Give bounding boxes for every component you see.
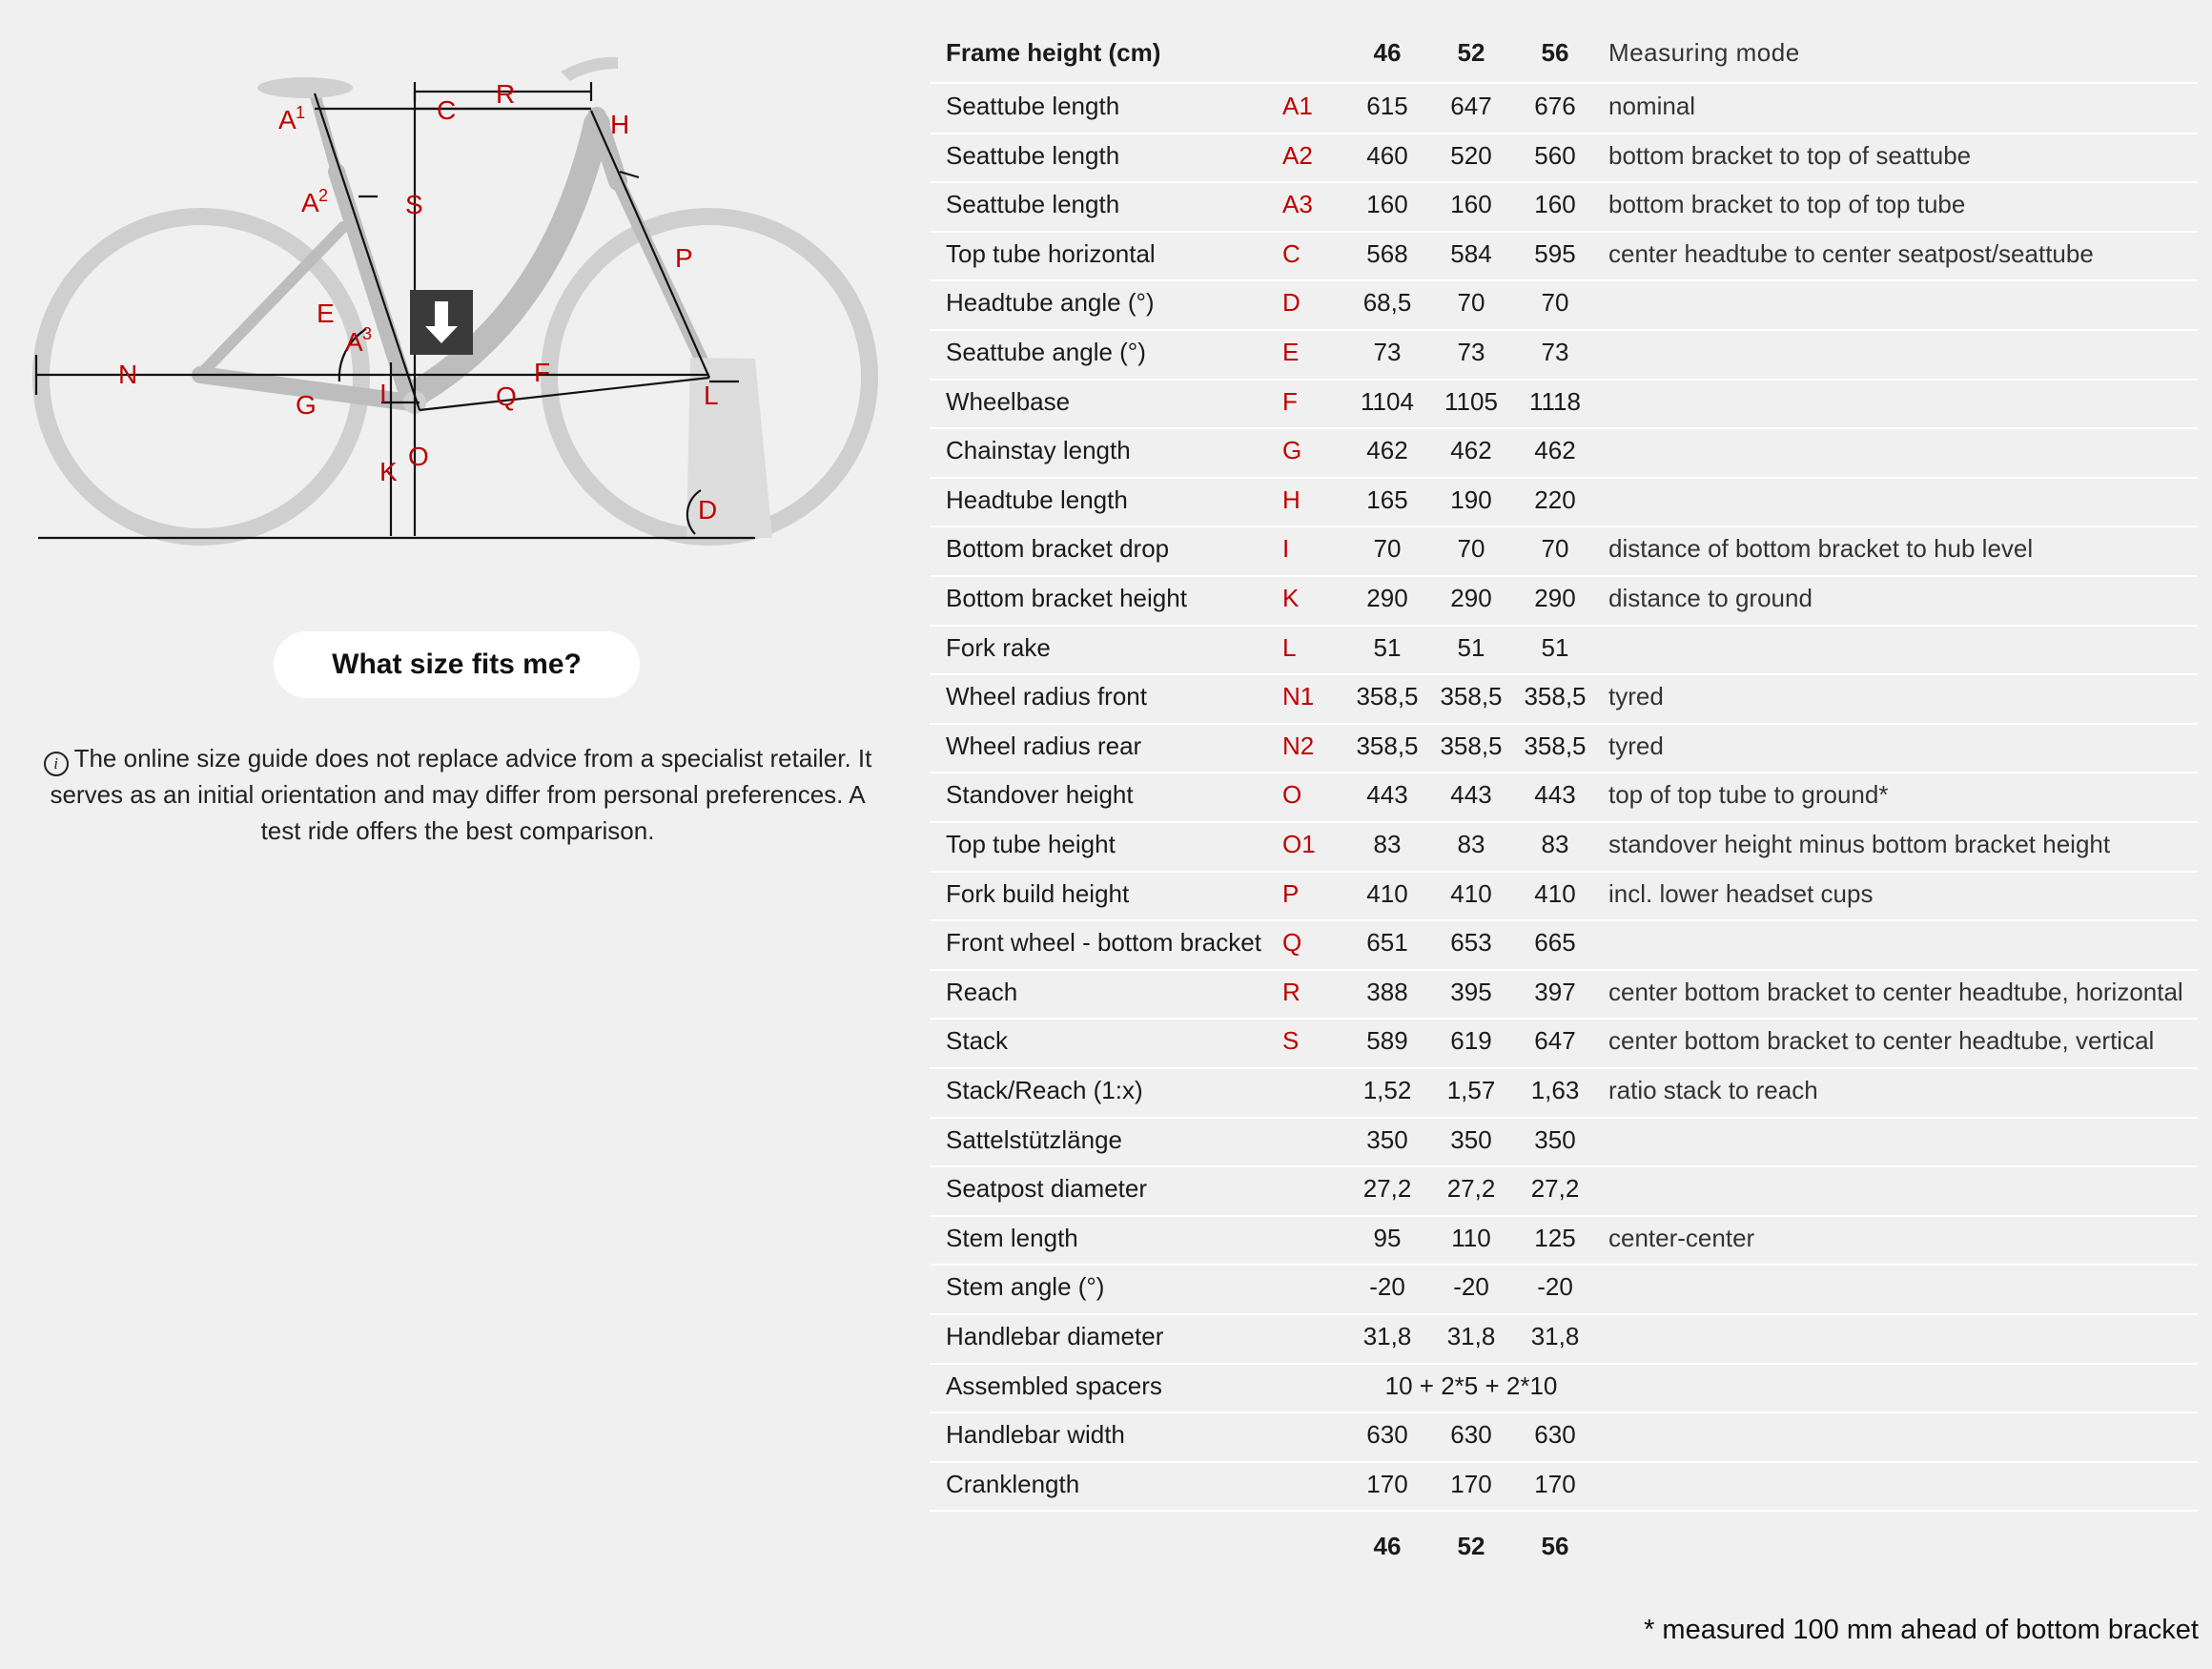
- row-value-56: 70: [1541, 288, 1569, 318]
- row-code: O1: [1282, 830, 1316, 858]
- row-code: Q: [1282, 928, 1302, 958]
- header-measuring-mode: Measuring mode: [1608, 38, 1800, 67]
- row-parameter-name: Stack/Reach (1:x): [946, 1076, 1143, 1104]
- row-value-56: 290: [1534, 584, 1576, 612]
- diagram-label-C: C: [437, 95, 457, 125]
- table-row: [930, 525, 2198, 577]
- row-code: O: [1282, 780, 1302, 810]
- row-value-52: 520: [1450, 140, 1492, 170]
- row-parameter-name: Stem angle (°): [946, 1272, 1105, 1302]
- row-code: N2: [1282, 731, 1315, 760]
- row-value-46: 1,52: [1362, 1076, 1412, 1104]
- download-button[interactable]: [410, 290, 473, 355]
- row-value-56: -20: [1537, 1272, 1573, 1302]
- row-parameter-name: Top tube horizontal: [946, 238, 1156, 268]
- row-value-46: 68,5: [1362, 288, 1412, 318]
- row-value-46: 443: [1366, 780, 1408, 810]
- row-parameter-name: Seattube length: [946, 140, 1120, 170]
- row-code: H: [1282, 484, 1301, 514]
- table-row: [930, 821, 2198, 873]
- row-code: A1: [1282, 92, 1313, 120]
- header-size-56: 56: [1541, 38, 1569, 67]
- handlebar: [561, 57, 618, 81]
- row-parameter-name: Seattube length: [946, 190, 1120, 219]
- row-parameter-name: Handlebar width: [946, 1420, 1125, 1450]
- row-value-46: 160: [1366, 190, 1408, 219]
- footer-size-52: 52: [1457, 1532, 1485, 1560]
- row-code: I: [1282, 534, 1290, 564]
- table-row: [930, 1165, 2198, 1217]
- svg-text:2: 2: [318, 186, 329, 205]
- row-value-46: -20: [1369, 1272, 1405, 1302]
- row-measuring-note: bottom bracket to top of top tube: [1608, 190, 1966, 219]
- row-value-56: 73: [1541, 338, 1569, 366]
- row-value-52: 647: [1450, 92, 1492, 120]
- table-row: [930, 871, 2198, 922]
- row-value-46: 630: [1366, 1420, 1408, 1450]
- table-row: [930, 379, 2198, 430]
- row-value-46: 388: [1366, 977, 1408, 1006]
- row-value-56: 630: [1534, 1420, 1576, 1450]
- row-measuring-note: center-center: [1608, 1223, 1755, 1252]
- row-parameter-name: Seattube length: [946, 92, 1120, 120]
- table-row: [930, 83, 2198, 134]
- row-value-52: 70: [1457, 288, 1485, 318]
- row-value-56: 27,2: [1530, 1174, 1580, 1204]
- row-code: F: [1282, 386, 1298, 416]
- row-value-56: 397: [1534, 977, 1576, 1006]
- row-value-56: 70: [1541, 534, 1569, 564]
- row-parameter-name: Front wheel - bottom bracket: [946, 928, 1261, 958]
- row-code: C: [1282, 238, 1301, 268]
- row-value-46: 651: [1366, 928, 1408, 958]
- table-header-row: [930, 29, 2198, 84]
- table-row: [930, 673, 2198, 725]
- row-value-56: 83: [1541, 830, 1569, 858]
- row-value-52: 462: [1450, 436, 1492, 465]
- table-row: [930, 1411, 2198, 1463]
- row-value-56: 31,8: [1530, 1322, 1580, 1350]
- row-value-52: 653: [1450, 928, 1492, 958]
- row-value-56: 350: [1534, 1124, 1576, 1154]
- row-value-52: 395: [1450, 977, 1492, 1006]
- row-value-56: 647: [1534, 1026, 1576, 1056]
- row-measuring-note: center headtube to center seatpost/seattube: [1608, 238, 2094, 268]
- diagram-label-K: K: [379, 457, 398, 486]
- footer-size-56: 56: [1541, 1532, 1569, 1560]
- row-value-52: 443: [1450, 780, 1492, 810]
- row-measuring-note: tyred: [1608, 682, 1664, 711]
- row-value-56: 170: [1534, 1469, 1576, 1498]
- diagram-label-F: F: [534, 358, 551, 387]
- row-value-52: 358,5: [1440, 731, 1503, 760]
- row-value-52: -20: [1453, 1272, 1489, 1302]
- row-code: D: [1282, 288, 1301, 318]
- row-value-56: 358,5: [1524, 682, 1587, 711]
- row-parameter-name: Stem length: [946, 1223, 1078, 1252]
- diagram-label-S: S: [405, 190, 423, 219]
- table-row: [930, 772, 2198, 823]
- row-parameter-name: Standover height: [946, 780, 1134, 810]
- row-measuring-note: distance to ground: [1608, 584, 1813, 612]
- row-value-46: 1104: [1361, 386, 1414, 416]
- row-value-52: 290: [1450, 584, 1492, 612]
- row-value-46: 615: [1366, 92, 1408, 120]
- table-row: [930, 1264, 2198, 1315]
- table-row: [930, 1067, 2198, 1119]
- row-code: A2: [1282, 140, 1313, 170]
- header-size-52: 52: [1457, 38, 1485, 67]
- header-size-46: 46: [1373, 38, 1402, 67]
- row-value-52: 358,5: [1440, 682, 1503, 711]
- row-code: L: [1282, 632, 1297, 662]
- row-measuring-note: top of top tube to ground*: [1608, 780, 1889, 810]
- info-icon: i: [44, 752, 69, 776]
- table-row: [930, 969, 2198, 1020]
- diagram-label-A3: A: [345, 327, 363, 357]
- diagram-label-N: N: [118, 360, 138, 389]
- row-value-56: 1,63: [1530, 1076, 1580, 1104]
- row-measuring-note: center bottom bracket to center headtube, vertical: [1608, 1026, 2155, 1056]
- row-parameter-name: Seatpost diameter: [946, 1174, 1148, 1204]
- row-code: P: [1282, 878, 1300, 908]
- table-row: [930, 477, 2198, 528]
- row-value-56: 443: [1534, 780, 1576, 810]
- table-row: [930, 1461, 2198, 1513]
- svg-text:3: 3: [362, 324, 373, 343]
- row-value-46: 165: [1366, 484, 1408, 514]
- row-value-52: 27,2: [1446, 1174, 1496, 1204]
- row-value-46: 51: [1373, 632, 1402, 662]
- row-value-52: 410: [1450, 878, 1492, 908]
- diagram-label-A2: A: [301, 188, 319, 217]
- row-code: N1: [1282, 682, 1315, 711]
- table-footer-sizes: [930, 1522, 2198, 1570]
- disclaimer-text: The online size guide does not replace advice from a specialist retailer. It serves as an initial orientation and may differ from personal preferences. A test ride offers the best comparison.: [50, 744, 872, 845]
- row-value-46: 589: [1366, 1026, 1408, 1056]
- row-code: K: [1282, 584, 1300, 612]
- table-row: [930, 625, 2198, 676]
- row-value-56: 595: [1534, 238, 1576, 268]
- row-value-46: 350: [1366, 1124, 1408, 1154]
- diagram-label-Q: Q: [496, 381, 517, 411]
- row-parameter-name: Headtube angle (°): [946, 288, 1155, 318]
- row-value-46: 410: [1366, 878, 1408, 908]
- row-value-56: 358,5: [1524, 731, 1587, 760]
- row-parameter-name: Wheel radius front: [946, 682, 1147, 711]
- diagram-label-H: H: [610, 110, 630, 139]
- table-row: [930, 1117, 2198, 1168]
- row-value-52: 1,57: [1446, 1076, 1496, 1104]
- diagram-label-P: P: [675, 243, 693, 273]
- row-value-46: 70: [1373, 534, 1402, 564]
- row-value-52: 73: [1457, 338, 1485, 366]
- row-value-46: 27,2: [1362, 1174, 1412, 1204]
- row-measuring-note: center bottom bracket to center headtube, horizontal: [1608, 977, 2183, 1006]
- row-value-52: 190: [1450, 484, 1492, 514]
- row-parameter-name: Stack: [946, 1026, 1009, 1056]
- row-value-52: 70: [1457, 534, 1485, 564]
- row-value-46: 568: [1366, 238, 1408, 268]
- row-value-52: 31,8: [1446, 1322, 1496, 1350]
- row-value-46: 460: [1366, 140, 1408, 170]
- diagram-label-A1: A: [278, 105, 297, 134]
- row-code: G: [1282, 436, 1302, 465]
- row-measuring-note: incl. lower headset cups: [1608, 878, 1874, 908]
- table-row: [930, 1215, 2198, 1267]
- row-value-46: 83: [1373, 830, 1402, 858]
- row-value-46: 358,5: [1356, 731, 1419, 760]
- row-value-56: 125: [1534, 1223, 1576, 1252]
- row-value-52: 160: [1450, 190, 1492, 219]
- row-code: S: [1282, 1026, 1300, 1056]
- table-row: [930, 329, 2198, 381]
- table-row: [930, 427, 2198, 479]
- row-value-56: 410: [1534, 878, 1576, 908]
- row-parameter-name: Headtube length: [946, 484, 1128, 514]
- row-value-52: 619: [1450, 1026, 1492, 1056]
- row-value-46: 95: [1373, 1223, 1402, 1252]
- row-parameter-name: Fork rake: [946, 632, 1051, 662]
- table-row: [930, 723, 2198, 774]
- row-measuring-note: standover height minus bottom bracket height: [1608, 830, 2111, 858]
- row-parameter-name: Fork build height: [946, 878, 1130, 908]
- row-value-46: 290: [1366, 584, 1408, 612]
- table-row: [930, 1363, 2198, 1414]
- diagram-label-O: O: [408, 442, 429, 471]
- diagram-label-L: L: [704, 381, 719, 410]
- row-code: R: [1282, 977, 1301, 1006]
- table-row: [930, 279, 2198, 331]
- row-value-56: 676: [1534, 92, 1576, 120]
- row-measuring-note: ratio stack to reach: [1608, 1076, 1818, 1104]
- diagram-label-R: R: [496, 79, 516, 109]
- row-value-46: 31,8: [1362, 1322, 1412, 1350]
- row-value-56: 665: [1534, 928, 1576, 958]
- row-code: E: [1282, 338, 1300, 366]
- seattube: [337, 172, 410, 402]
- row-value-52: 110: [1451, 1223, 1491, 1252]
- saddle: [257, 77, 353, 98]
- diagram-label-D: D: [698, 495, 718, 525]
- table-row: [930, 133, 2198, 184]
- bike-geometry-diagram: [19, 29, 896, 563]
- row-parameter-name: Chainstay length: [946, 436, 1131, 465]
- svg-text:1: 1: [296, 103, 306, 122]
- row-value-52: 51: [1457, 632, 1485, 662]
- row-value-46: 462: [1366, 436, 1408, 465]
- row-value-52: 1105: [1444, 386, 1498, 416]
- table-row: [930, 181, 2198, 233]
- size-guide-disclaimer: [29, 740, 887, 849]
- row-value-46: 170: [1366, 1469, 1408, 1498]
- footnote: * measured 100 mm ahead of bottom bracket: [1644, 1615, 2199, 1645]
- row-measuring-note: bottom bracket to top of seattube: [1608, 140, 1972, 170]
- row-value-52: 350: [1450, 1124, 1492, 1154]
- row-measuring-note: distance of bottom bracket to hub level: [1608, 534, 2034, 564]
- table-row: [930, 231, 2198, 282]
- top-tube: [412, 124, 597, 396]
- row-parameter-name: Cranklength: [946, 1469, 1080, 1498]
- table-row: [930, 919, 2198, 971]
- row-value-56: 220: [1534, 484, 1576, 514]
- row-parameter-name: Handlebar diameter: [946, 1322, 1164, 1350]
- row-value-56: 462: [1534, 436, 1576, 465]
- row-value-52: 83: [1457, 830, 1485, 858]
- table-row: [930, 1313, 2198, 1365]
- row-parameter-name: Bottom bracket height: [946, 584, 1187, 612]
- table-row: [930, 1018, 2198, 1069]
- diagram-label-G: G: [296, 390, 317, 420]
- table-row: [930, 575, 2198, 627]
- row-value-52: 630: [1450, 1420, 1492, 1450]
- header-frame-height: Frame height (cm): [946, 38, 1161, 67]
- footer-size-46: 46: [1373, 1532, 1402, 1560]
- row-value-52: 584: [1450, 238, 1492, 268]
- row-parameter-name: Bottom bracket drop: [946, 534, 1170, 564]
- row-measuring-note: nominal: [1608, 92, 1696, 120]
- row-value-56: 1118: [1529, 386, 1581, 416]
- what-size-fits-me-button[interactable]: What size fits me?: [274, 631, 640, 698]
- diagram-label-E: E: [317, 299, 335, 328]
- diagram-label-I: I: [379, 379, 387, 408]
- row-value-56: 51: [1541, 632, 1569, 662]
- row-value-46: 358,5: [1356, 682, 1419, 711]
- row-value-46: 73: [1373, 338, 1402, 366]
- row-value-56: 560: [1534, 140, 1576, 170]
- row-parameter-name: Sattelstützlänge: [946, 1124, 1123, 1154]
- row-value-56: 160: [1534, 190, 1576, 219]
- row-parameter-name: Seattube angle (°): [946, 338, 1146, 366]
- row-parameter-name: Top tube height: [946, 830, 1116, 858]
- row-measuring-note: tyred: [1608, 731, 1664, 760]
- row-value-52: 170: [1450, 1469, 1492, 1498]
- row-parameter-name: Reach: [946, 977, 1018, 1006]
- row-parameter-name: Wheelbase: [946, 386, 1071, 416]
- row-value-all-sizes: 10 + 2*5 + 2*10: [1384, 1370, 1558, 1400]
- row-parameter-name: Wheel radius rear: [946, 731, 1142, 760]
- row-parameter-name: Assembled spacers: [946, 1370, 1162, 1400]
- row-code: A3: [1282, 190, 1313, 219]
